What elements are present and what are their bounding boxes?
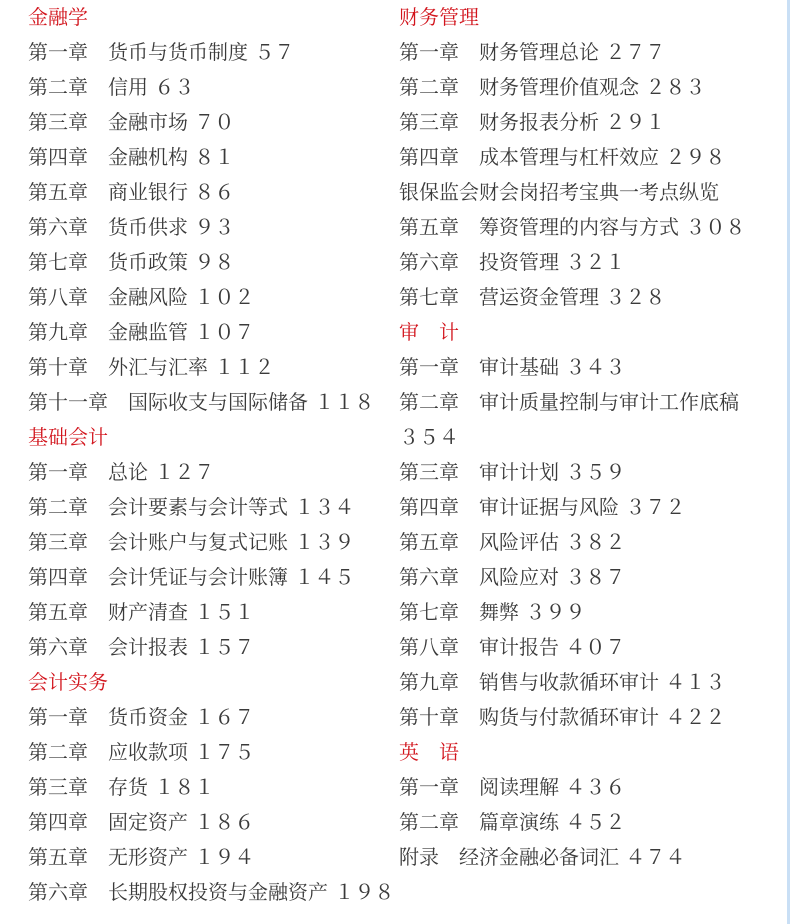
toc-entry: 第三章 财务报表分析 ２９１: [399, 110, 666, 134]
toc-left-column: [28, 0, 395, 910]
toc-entry: 第一章 审计基础 ３４３: [399, 355, 626, 379]
toc-entry: 第三章 审计计划 ３５９: [399, 460, 626, 484]
toc-entry: 第五章 商业银行 ８６: [28, 180, 235, 204]
toc-entry: 第八章 金融风险 １０２: [28, 285, 255, 309]
toc-entry: 第四章 会计凭证与会计账簿 １４５: [28, 565, 355, 589]
toc-entry: ３５４: [399, 425, 459, 449]
toc-entry: 第四章 审计证据与风险 ３７２: [399, 495, 686, 519]
toc-entry: 第五章 风险评估 ３８２: [399, 530, 626, 554]
toc-entry: 第四章 成本管理与杠杆效应 ２９８: [399, 145, 726, 169]
toc-entry: 第八章 审计报告 ４０７: [399, 635, 626, 659]
toc-entry: 第二章 篇章演练 ４５２: [399, 810, 626, 834]
toc-entry: 第二章 应收款项 １７５: [28, 740, 255, 764]
toc-entry: 第三章 存货 １８１: [28, 775, 215, 799]
toc-entry: 第三章 金融市场 ７０: [28, 110, 235, 134]
toc-entry: 第七章 营运资金管理 ３２８: [399, 285, 666, 309]
toc-entry: 第六章 风险应对 ３８７: [399, 565, 626, 589]
toc-entry: 第一章 阅读理解 ４３６: [399, 775, 626, 799]
toc-entry: 第二章 信用 ６３: [28, 75, 195, 99]
toc-entry: 第十一章 国际收支与国际储备 １１８: [28, 390, 375, 414]
toc-entry: 第十章 购货与付款循环审计 ４２２: [399, 705, 726, 729]
toc-entry: 第六章 会计报表 １５７: [28, 635, 255, 659]
section-heading: 英 语: [399, 740, 459, 764]
toc-entry: 第六章 投资管理 ３２１: [399, 250, 626, 274]
toc-entry: 第一章 货币资金 １６７: [28, 705, 255, 729]
toc-entry: 第七章 货币政策 ９８: [28, 250, 235, 274]
toc-entry: 第九章 金融监管 １０７: [28, 320, 255, 344]
toc-right-column: [399, 0, 779, 875]
toc-entry: 第一章 总论 １２７: [28, 460, 215, 484]
toc-entry: 附录 经济金融必备词汇 ４７４: [399, 845, 686, 869]
section-heading: 会计实务: [28, 670, 108, 694]
toc-entry: 第三章 会计账户与复式记账 １３９: [28, 530, 355, 554]
toc-entry: 第一章 财务管理总论 ２７７: [399, 40, 666, 64]
toc-entry: 第五章 筹资管理的内容与方式 ３０８: [399, 215, 746, 239]
toc-entry: 第九章 销售与收款循环审计 ４１３: [399, 670, 726, 694]
toc-entry: 第五章 财产清查 １５１: [28, 600, 255, 624]
section-heading: 审 计: [399, 320, 459, 344]
toc-entry: 第一章 货币与货币制度 ５７: [28, 40, 295, 64]
toc-entry: 第六章 长期股权投资与金融资产 １９８: [28, 880, 395, 904]
toc-entry: 第六章 货币供求 ９３: [28, 215, 235, 239]
toc-entry: 第七章 舞弊 ３９９: [399, 600, 586, 624]
toc-entry: 第二章 财务管理价值观念 ２８３: [399, 75, 706, 99]
toc-entry: 第四章 金融机构 ８１: [28, 145, 235, 169]
toc-entry: 第五章 无形资产 １９４: [28, 845, 255, 869]
toc-entry: 第十章 外汇与汇率 １１２: [28, 355, 275, 379]
section-heading: 财务管理: [399, 5, 479, 29]
section-heading: 基础会计: [28, 425, 108, 449]
section-heading: 金融学: [28, 5, 88, 29]
toc-entry: 第四章 固定资产 １８６: [28, 810, 255, 834]
toc-entry: 第二章 会计要素与会计等式 １３４: [28, 495, 355, 519]
toc-entry: 第二章 审计质量控制与审计工作底稿: [399, 390, 739, 414]
toc-entry: 银保监会财会岗招考宝典一考点纵览: [399, 180, 719, 204]
